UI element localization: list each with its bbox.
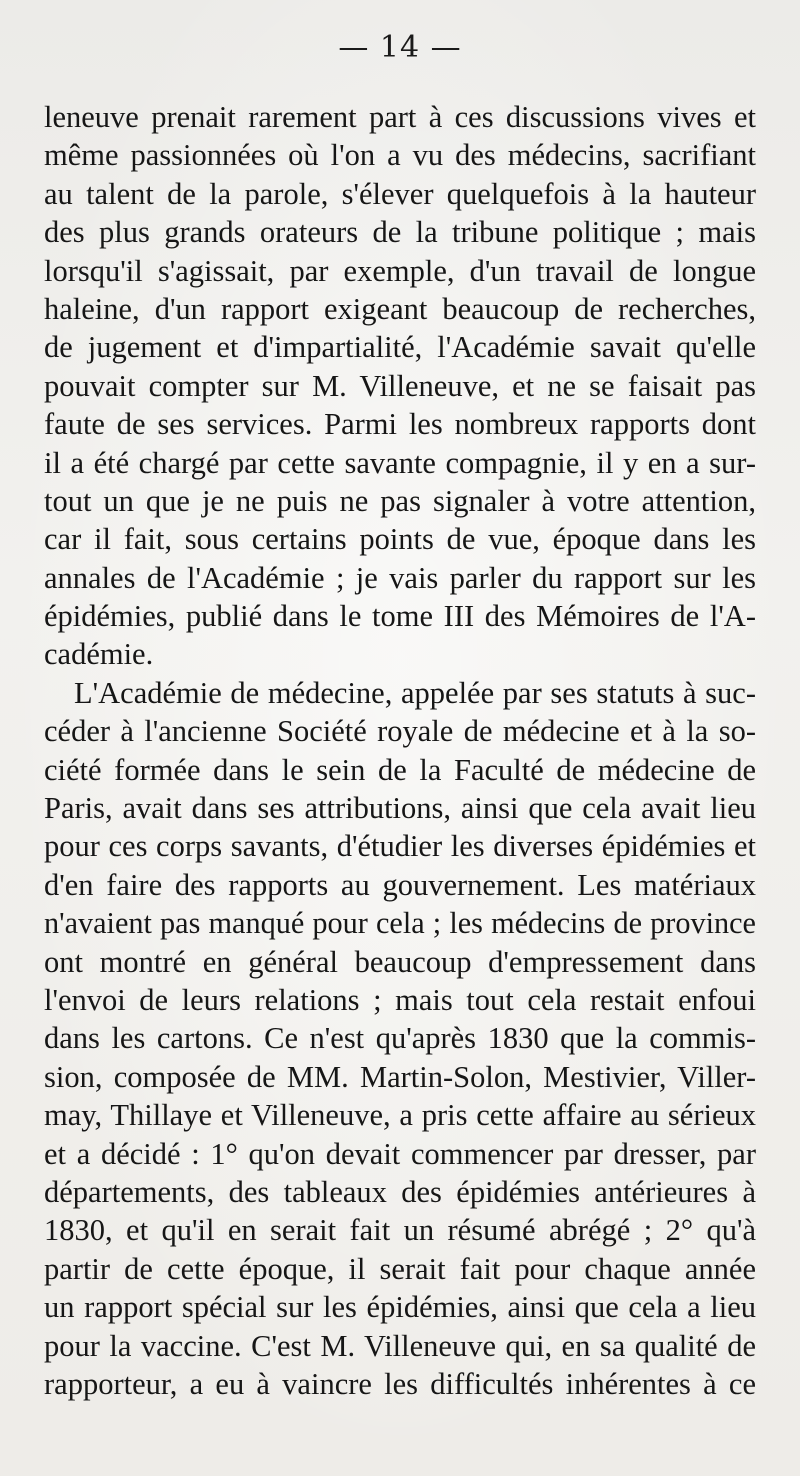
- body-text: [44, 98, 756, 1403]
- text-line: ont montré en général beaucoup d'empressement dans: [44, 944, 756, 979]
- text-line: annales de l'Académie ; je vais parler du rapport sur les: [44, 560, 756, 595]
- text-line: d'en faire des rapports au gouvernement. Les matériaux: [44, 867, 756, 902]
- paragraph-start-line: L'Académie de médecine, appelée par ses statuts à suc-: [74, 675, 756, 710]
- text-line: dans les cartons. Ce n'est qu'après 1830 que la commis-: [44, 1021, 756, 1056]
- text-line: haleine, d'un rapport exigeant beaucoup de recherches,: [44, 291, 756, 326]
- text-line: même passionnées où l'on a vu des médecins, sacrifiant: [44, 138, 756, 173]
- text-line: il a été chargé par cette savante compagnie, il y en a sur-: [44, 445, 756, 480]
- text-line: ciété formée dans le sein de la Faculté de médecine de: [44, 752, 756, 787]
- text-line: lorsqu'il s'agissait, par exemple, d'un travail de longue: [44, 253, 756, 288]
- text-line: des plus grands orateurs de la tribune politique ; mais: [44, 215, 756, 250]
- text-line: Paris, avait dans ses attributions, ainsi que cela avait lieu: [44, 791, 756, 826]
- text-line: épidémies, publié dans le tome III des Mémoires de l'A-: [44, 599, 756, 634]
- text-line: et a décidé : 1° qu'on devait commencer par dresser, par: [44, 1136, 756, 1171]
- text-line: au talent de la parole, s'élever quelquefois à la hauteur: [44, 176, 756, 211]
- text-line: sion, composée de MM. Martin-Solon, Mestivier, Viller-: [44, 1059, 756, 1094]
- text-line: tout un que je ne puis ne pas signaler à votre attention,: [44, 483, 756, 518]
- text-line: car il fait, sous certains points de vue, époque dans les: [44, 522, 756, 557]
- text-line: faute de ses services. Parmi les nombreux rapports dont: [44, 407, 756, 442]
- text-line: rapporteur, a eu à vaincre les difficultés inhérentes à ce: [44, 1366, 756, 1401]
- text-line: pour la vaccine. C'est M. Villeneuve qui, en sa qualité de: [44, 1328, 756, 1363]
- text-line: cadémie.: [44, 637, 154, 672]
- page-number: — 14 —: [338, 30, 462, 65]
- text-line: partir de cette époque, il serait fait pour chaque année: [44, 1251, 756, 1286]
- text-line: céder à l'ancienne Société royale de médecine et à la so-: [44, 714, 756, 749]
- text-line: leneuve prenait rarement part à ces discussions vives et: [44, 100, 756, 134]
- text-line: pouvait compter sur M. Villeneuve, et ne se faisait pas: [44, 368, 756, 403]
- text-line: l'envoi de leurs relations ; mais tout cela restait enfoui: [44, 982, 756, 1017]
- text-line: un rapport spécial sur les épidémies, ainsi que cela a lieu: [44, 1290, 756, 1325]
- text-line: de jugement et d'impartialité, l'Académie savait qu'elle: [44, 330, 756, 365]
- text-line: départements, des tableaux des épidémies antérieures à: [44, 1174, 756, 1209]
- text-line: 1830, et qu'il en serait fait un résumé abrégé ; 2° qu'à: [44, 1213, 756, 1248]
- text-line: n'avaient pas manqué pour cela ; les médecins de province: [44, 906, 756, 941]
- text-line: may, Thillaye et Villeneuve, a pris cette affaire au sérieux: [44, 1098, 756, 1133]
- text-line: pour ces corps savants, d'étudier les diverses épidémies et: [44, 829, 756, 864]
